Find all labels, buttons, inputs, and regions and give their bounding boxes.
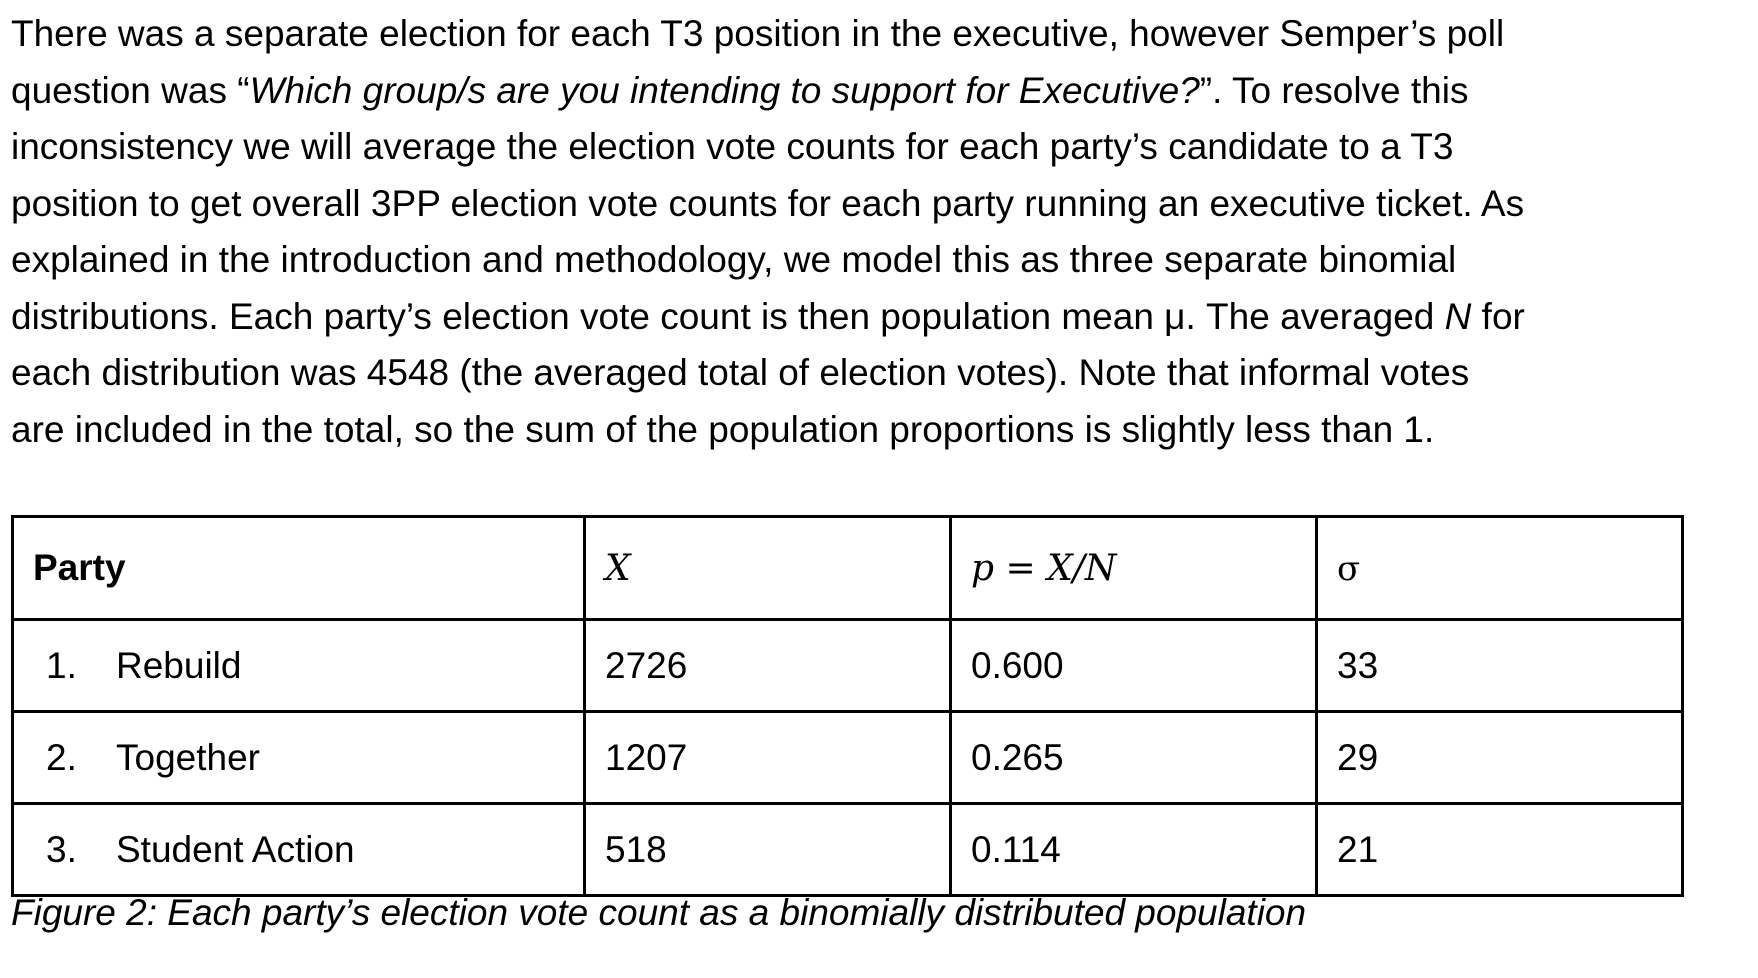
header-x-label: X (605, 548, 631, 589)
paragraph-line-1: There was a separate election for each T3 position in the executive, however Semper’s poll (11, 13, 1505, 54)
p-cell: 0.114 (951, 804, 1317, 896)
body-paragraph (11, 6, 1751, 458)
header-p (951, 517, 1317, 620)
paragraph-line-2 (11, 63, 1751, 120)
paragraph-line-5: explained in the introduction and methodology, we model this as three separate binomial (11, 239, 1457, 280)
party-name: Rebuild (116, 644, 242, 686)
table-row (13, 712, 1683, 804)
paragraph-line-2-post: ”. To resolve this (1199, 69, 1469, 111)
paragraph-line-8: are included in the total, so the sum of the population proportions is slightly less than 1. (11, 408, 1435, 450)
header-x (585, 517, 951, 620)
x-cell: 2726 (585, 620, 951, 712)
header-party-label: Party (33, 547, 126, 588)
poll-question: Which group/s are you intending to support for Executive? (249, 69, 1200, 111)
paragraph-line-2-pre: question was “ (11, 69, 250, 111)
header-party (13, 517, 585, 620)
p-cell: 0.265 (951, 712, 1317, 804)
row-number: 2. (46, 736, 77, 778)
party-name: Student Action (116, 828, 355, 870)
paragraph-line-3: inconsistency we will average the election vote counts for each party’s candidate to a T3 (11, 126, 1454, 167)
results-table (11, 515, 1684, 897)
figure-caption: Figure 2: Each party’s election vote count as a binomially distributed population (11, 892, 1307, 933)
n-variable: N (1444, 295, 1472, 337)
sigma-cell: 29 (1317, 712, 1683, 804)
party-cell (13, 804, 585, 896)
header-sigma-label: σ (1337, 549, 1361, 589)
header-p-label: p = X/N (971, 548, 1117, 589)
paragraph-line-4: position to get overall 3PP election vote counts for each party running an executive ticket. As (11, 182, 1525, 224)
x-cell: 518 (585, 804, 951, 896)
table-row (13, 804, 1683, 896)
party-cell (13, 620, 585, 712)
row-number: 3. (46, 828, 77, 870)
row-number: 1. (46, 644, 77, 686)
header-sigma (1317, 517, 1683, 620)
p-cell: 0.600 (951, 620, 1317, 712)
paragraph-line-6-pre: distributions. Each party’s election vote count is then population mean μ. The averaged (11, 295, 1445, 337)
paragraph-line-6 (11, 289, 1751, 346)
party-cell (13, 712, 585, 804)
table-row (13, 620, 1683, 712)
paragraph-line-6-post: for (1471, 295, 1525, 337)
sigma-cell: 33 (1317, 620, 1683, 712)
x-cell: 1207 (585, 712, 951, 804)
sigma-cell: 21 (1317, 804, 1683, 896)
party-name: Together (116, 736, 260, 778)
table-header-row (13, 517, 1683, 620)
paragraph-line-7: each distribution was 4548 (the averaged total of election votes). Note that informal votes (11, 352, 1470, 393)
